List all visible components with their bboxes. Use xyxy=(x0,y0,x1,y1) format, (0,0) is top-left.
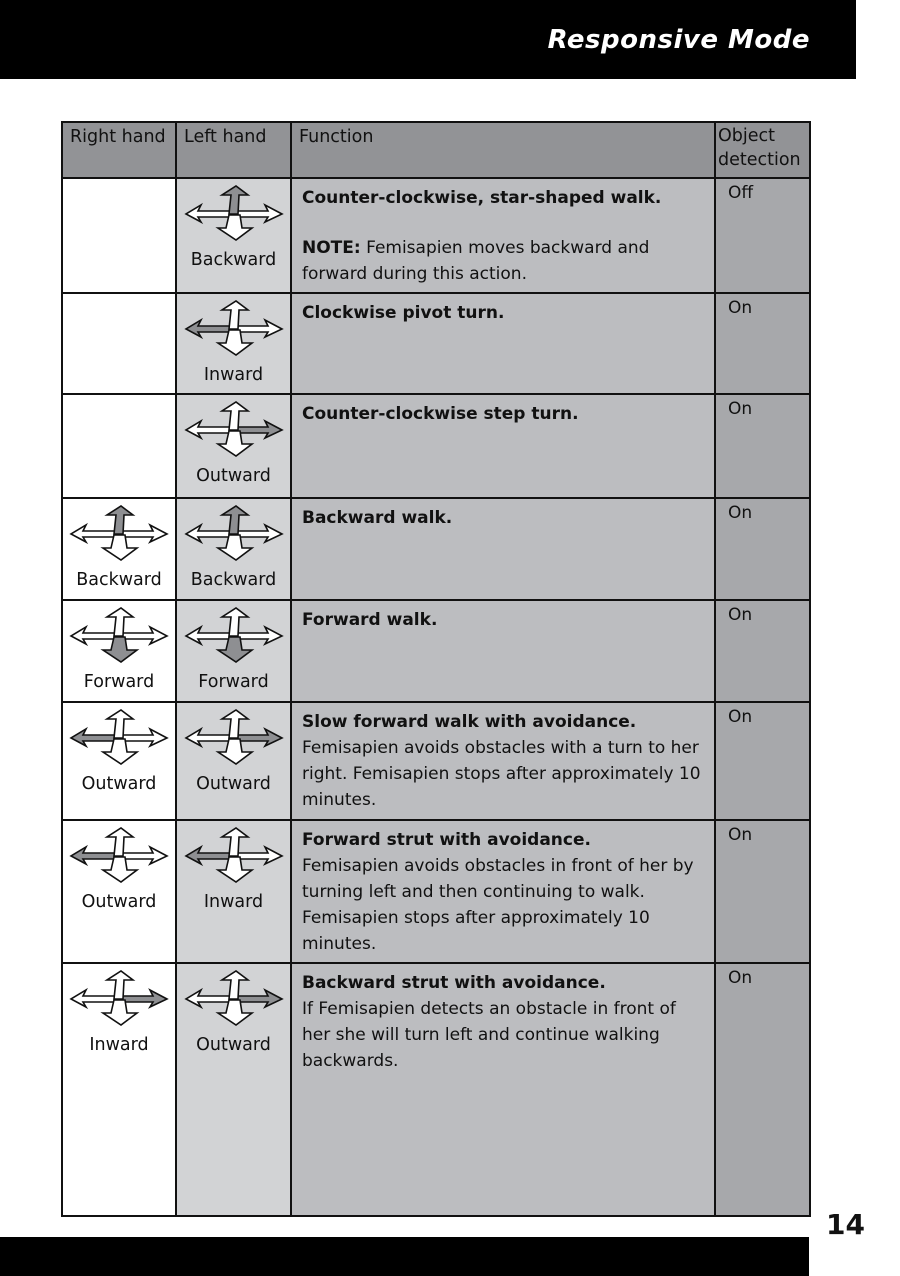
left-hand-cell xyxy=(176,498,291,600)
arrow-arm-down xyxy=(218,857,252,882)
arrow-arm-left xyxy=(71,990,117,1007)
left-hand-cell xyxy=(176,394,291,498)
object-detection-status: On xyxy=(728,825,753,845)
table-row xyxy=(62,498,810,600)
arrow-arm-down xyxy=(218,739,252,764)
function-cell xyxy=(291,394,715,498)
object-detection-cell xyxy=(715,702,810,820)
right-hand-direction: Inward xyxy=(89,1035,149,1055)
table-row xyxy=(62,820,810,963)
object-detection-cell xyxy=(715,820,810,963)
right-hand-direction: Outward xyxy=(81,774,157,794)
arrow-arm-up xyxy=(222,301,248,329)
object-detection-cell xyxy=(715,178,810,293)
object-detection-status: On xyxy=(728,298,753,318)
table-row xyxy=(62,963,810,1216)
four-way-arrow-up-icon xyxy=(69,505,169,566)
header-bar xyxy=(0,0,856,79)
arrow-arm-left xyxy=(186,729,232,746)
right-hand-cell xyxy=(62,702,176,820)
left-hand-direction: Outward xyxy=(196,466,271,486)
table-header-row xyxy=(62,122,810,178)
arrow-arm-left xyxy=(186,205,232,222)
object-detection-cell xyxy=(715,394,810,498)
arrow-arm-right xyxy=(236,627,282,644)
right-hand-direction: Forward xyxy=(83,672,155,692)
right-hand-cell xyxy=(62,394,176,498)
arrow-arm-up xyxy=(222,186,248,214)
arrow-arm-up xyxy=(222,828,248,856)
four-way-arrow-right-icon xyxy=(184,401,284,462)
arrow-arm-right xyxy=(236,847,282,864)
function-title: Forward walk. xyxy=(302,610,438,630)
right-hand-cell xyxy=(62,820,176,963)
arrow-arm-up xyxy=(222,971,248,999)
command-table xyxy=(61,121,811,1217)
arrow-arm-left xyxy=(71,627,117,644)
function-description: Femisapien avoids obstacles in front of her by turning left and then continuing to walk. Femisapien stops after approximately 10 minutes. xyxy=(302,856,694,954)
table-row xyxy=(62,702,810,820)
four-way-arrow-right-icon xyxy=(184,970,284,1031)
arrow-arm-down xyxy=(103,1000,137,1025)
function-description: Femisapien avoids obstacles with a turn to her right. Femisapien stops after approximately 10 minutes. xyxy=(302,738,701,810)
function-title: Clockwise pivot turn. xyxy=(302,303,505,323)
arrow-arm-right xyxy=(236,421,282,438)
right-hand-cell xyxy=(62,293,176,394)
arrow-arm-left xyxy=(186,525,232,542)
left-hand-cell xyxy=(176,178,291,293)
four-way-arrow-right-icon xyxy=(69,970,169,1031)
arrow-arm-right xyxy=(236,205,282,222)
left-hand-direction: Forward xyxy=(198,672,269,692)
left-hand-cell xyxy=(176,963,291,1216)
object-detection-status: On xyxy=(728,707,753,727)
arrow-arm-left xyxy=(186,421,232,438)
arrow-arm-down xyxy=(103,857,137,882)
arrow-arm-right xyxy=(236,729,282,746)
arrow-arm-left xyxy=(71,729,117,746)
arrow-arm-up xyxy=(222,402,248,430)
right-hand-cell xyxy=(62,600,176,702)
four-way-arrow-down-icon xyxy=(69,607,169,668)
left-hand-direction: Outward xyxy=(196,1035,271,1055)
object-detection-status: On xyxy=(728,605,753,625)
object-detection-cell xyxy=(715,293,810,394)
right-hand-direction: Backward xyxy=(76,570,162,590)
arrow-arm-up xyxy=(107,971,133,999)
arrow-arm-down xyxy=(218,215,252,240)
function-cell xyxy=(291,702,715,820)
arrow-arm-down xyxy=(103,739,137,764)
arrow-arm-left xyxy=(71,525,117,542)
arrow-arm-left xyxy=(186,320,232,337)
function-note xyxy=(302,235,706,287)
left-hand-direction: Inward xyxy=(203,365,264,385)
arrow-arm-down xyxy=(218,1000,252,1025)
four-way-arrow-left-icon xyxy=(184,300,284,361)
arrow-arm-right xyxy=(121,729,167,746)
object-detection-status: On xyxy=(728,503,753,523)
left-hand-direction: Backward xyxy=(190,250,277,270)
left-hand-cell xyxy=(176,293,291,394)
function-cell xyxy=(291,600,715,702)
left-hand-direction: Inward xyxy=(203,892,264,912)
arrow-arm-down xyxy=(218,637,252,662)
four-way-arrow-left-icon xyxy=(184,827,284,888)
arrow-arm-left xyxy=(186,847,232,864)
arrow-arm-up xyxy=(222,608,248,636)
arrow-arm-down xyxy=(218,431,252,456)
left-hand-cell xyxy=(176,600,291,702)
header-function: Function xyxy=(291,122,715,178)
arrow-arm-left xyxy=(186,627,232,644)
right-hand-cell xyxy=(62,178,176,293)
arrow-arm-right xyxy=(121,990,167,1007)
function-cell xyxy=(291,963,715,1216)
arrow-arm-right xyxy=(236,990,282,1007)
function-title: Counter-clockwise, star-shaped walk. xyxy=(302,188,662,208)
arrow-arm-up xyxy=(222,710,248,738)
function-title: Counter-clockwise step turn. xyxy=(302,404,579,424)
table-row xyxy=(62,293,810,394)
header-object-detection: Object detection xyxy=(715,122,810,178)
right-hand-direction: Outward xyxy=(81,892,157,912)
four-way-arrow-left-icon xyxy=(69,709,169,770)
function-title: Forward strut with avoidance. xyxy=(302,830,591,850)
arrow-arm-left xyxy=(71,847,117,864)
arrow-arm-up xyxy=(107,506,133,534)
page-number: 14 xyxy=(826,1208,865,1241)
function-cell xyxy=(291,293,715,394)
header-left-hand: Left hand xyxy=(176,122,291,178)
function-description: If Femisapien detects an obstacle in front of her she will turn left and continue walking backwards. xyxy=(302,999,676,1071)
note-label: NOTE: xyxy=(302,238,361,258)
footer-bar xyxy=(0,1237,809,1276)
function-title: Slow forward walk with avoidance. xyxy=(302,712,637,732)
four-way-arrow-down-icon xyxy=(184,607,284,668)
object-detection-status: On xyxy=(728,399,753,419)
header-right-hand: Right hand xyxy=(62,122,176,178)
right-hand-cell xyxy=(62,963,176,1216)
four-way-arrow-right-icon xyxy=(184,709,284,770)
arrow-arm-right xyxy=(121,847,167,864)
function-title: Backward strut with avoidance. xyxy=(302,973,606,993)
function-cell xyxy=(291,178,715,293)
arrow-arm-down xyxy=(103,637,137,662)
section-title: Responsive Mode xyxy=(547,25,810,55)
arrow-arm-right xyxy=(121,627,167,644)
object-detection-status: On xyxy=(728,968,753,988)
note-text: Femisapien moves backward and forward during this action. xyxy=(302,238,650,284)
right-hand-cell xyxy=(62,498,176,600)
arrow-arm-up xyxy=(222,506,248,534)
arrow-arm-left xyxy=(186,990,232,1007)
four-way-arrow-up-icon xyxy=(184,185,284,246)
arrow-arm-down xyxy=(218,535,252,560)
arrow-arm-right xyxy=(121,525,167,542)
arrow-arm-right xyxy=(236,525,282,542)
function-cell xyxy=(291,498,715,600)
four-way-arrow-left-icon xyxy=(69,827,169,888)
arrow-arm-down xyxy=(218,330,252,355)
table-row xyxy=(62,394,810,498)
arrow-arm-up xyxy=(107,828,133,856)
four-way-arrow-up-icon xyxy=(184,505,284,566)
arrow-arm-up xyxy=(107,710,133,738)
left-hand-cell xyxy=(176,702,291,820)
left-hand-direction: Backward xyxy=(190,570,277,590)
object-detection-cell xyxy=(715,963,810,1216)
arrow-arm-up xyxy=(107,608,133,636)
arrow-arm-right xyxy=(236,320,282,337)
left-hand-direction: Outward xyxy=(196,774,271,794)
left-hand-cell xyxy=(176,820,291,963)
object-detection-cell xyxy=(715,600,810,702)
table-row xyxy=(62,600,810,702)
arrow-arm-down xyxy=(103,535,137,560)
object-detection-status: Off xyxy=(728,183,754,203)
function-title: Backward walk. xyxy=(302,508,453,528)
table-row xyxy=(62,178,810,293)
object-detection-cell xyxy=(715,498,810,600)
function-cell xyxy=(291,820,715,963)
